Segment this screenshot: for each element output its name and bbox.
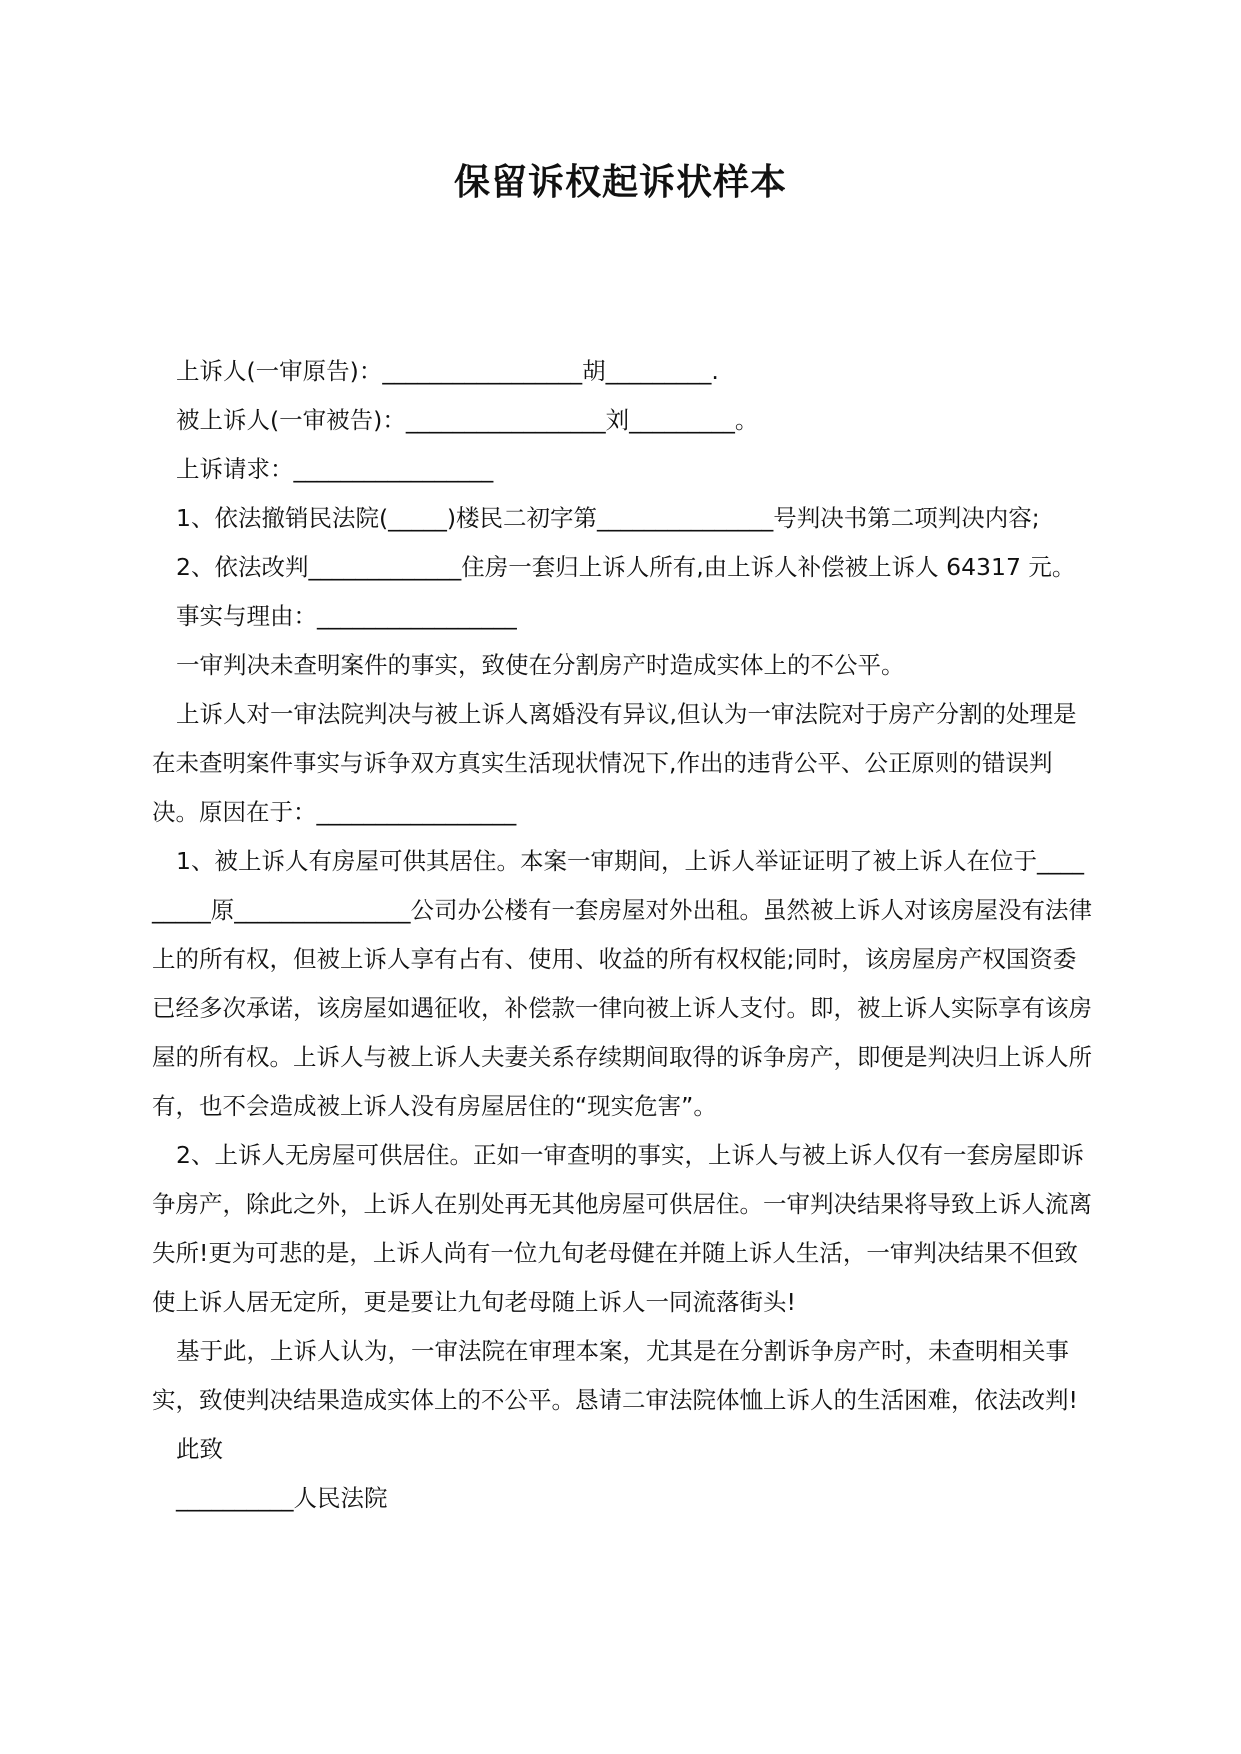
salutation: 此致 [176,1435,223,1463]
appellant-line: 上诉人(一审原告)：_________________胡_________. [176,357,719,385]
appeal-request-heading: 上诉请求：_________________ [176,455,494,483]
appellee-line: 被上诉人(一审被告)：_________________刘_________。 [176,406,759,434]
facts-summary: 一审判决未查明案件的事实，致使在分割房产时造成实体上的不公平。 [176,651,905,679]
document-title: 保留诉权起诉状样本 [453,162,787,203]
court-addressee: __________人民法院 [176,1484,388,1512]
reason-item-2: 2、上诉人无房屋可供居住。正如一审查明的事实，上诉人与被上诉人仅有一套房屋即诉争房产，除此之外，上诉人在别处再无其他房屋可供居住。一审判决结果将导致上诉人流离失所!更为可悲的是，上诉人尚有一位九旬老母健在并随上诉人生活，一审判决结果不但致使上诉人居无定所，更是要让九旬老母随上诉人一同流落街头! [152,1141,1092,1316]
reason-item-1: 1、被上诉人有房屋可供其居住。本案一审期间，上诉人举证证明了被上诉人在位于_________原_______________公司办公楼有一套房屋对外出租。虽然被上诉人对该房屋没有法律上的所有权，但被上诉人享有占有、使用、收益的所有权权能;同时，该房屋房产权国资委已经多次承诺，该房屋如遇征收，补偿款一律向被上诉人支付。即，被上诉人实际享有该房屋的所有权。上诉人与被上诉人夫妻关系存续期间取得的诉争房产，即便是判决归上诉人所有，也不会造成被上诉人没有房屋居住的“现实危害”。 [152,847,1092,1120]
document-body [152,347,1092,1523]
request-item-2: 2、依法改判_____________住房一套归上诉人所有,由上诉人补偿被上诉人 64317 元。 [176,553,1076,581]
facts-paragraph-intro: 上诉人对一审法院判决与被上诉人离婚没有异议,但认为一审法院对于房产分割的处理是在未查明案件事实与诉争双方真实生活现状情况下,作出的违背公平、公正原则的错误判决。原因在于：_________________ [152,700,1077,826]
request-item-1: 1、依法撤销民法院(_____)楼民二初字第_______________号判决书第二项判决内容; [176,504,1040,532]
conclusion-paragraph: 基于此，上诉人认为，一审法院在审理本案，尤其是在分割诉争房产时，未查明相关事实，致使判决结果造成实体上的不公平。恳请二审法院体恤上诉人的生活困难，依法改判! [152,1337,1078,1414]
facts-reasons-heading: 事实与理由：_________________ [176,602,517,630]
